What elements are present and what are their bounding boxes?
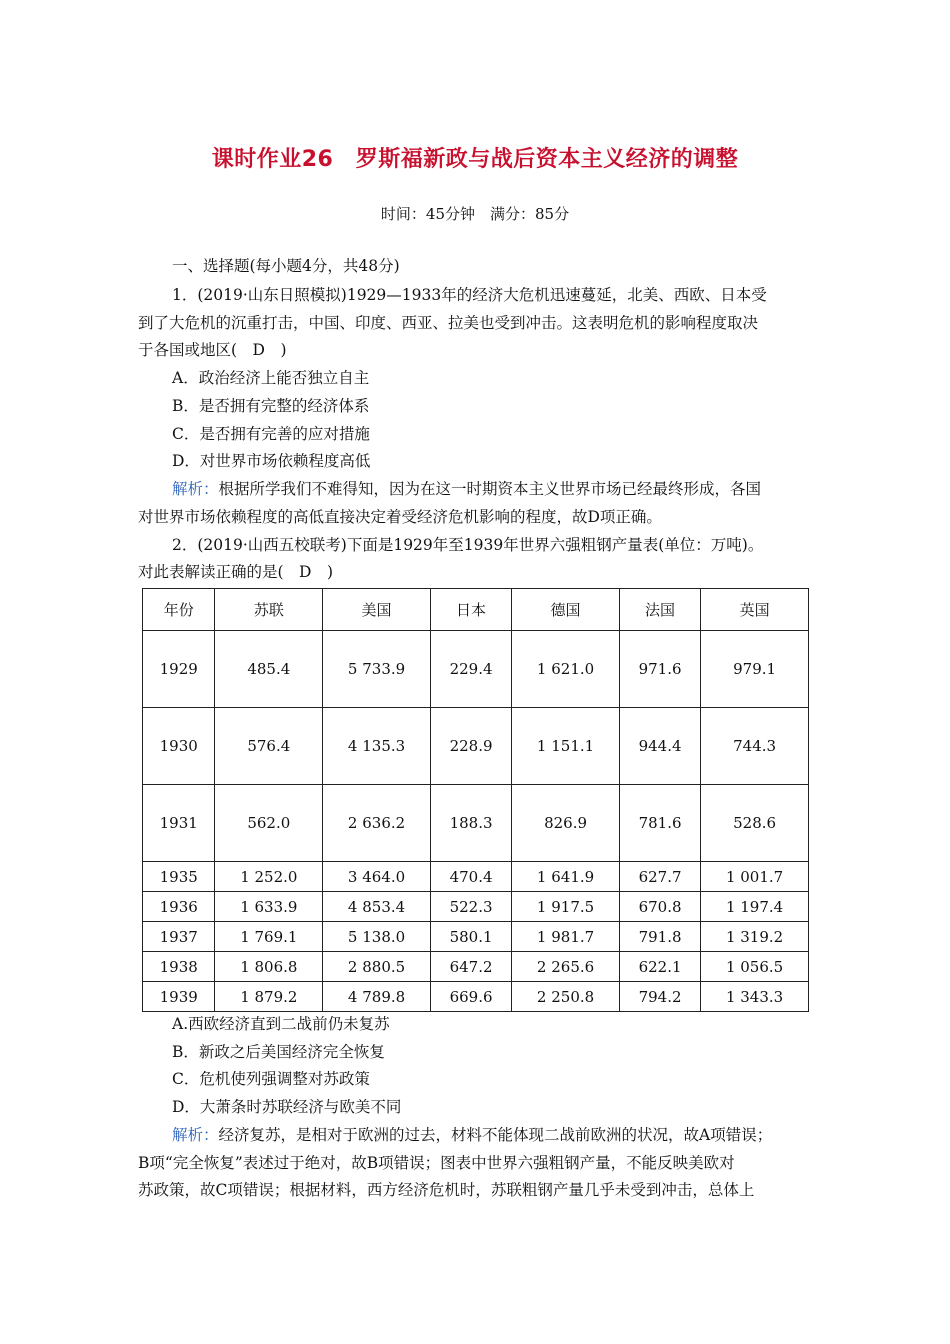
table-cell: 580.1 xyxy=(430,922,511,952)
section-heading: 一、选择题(每小题4分，共48分) xyxy=(172,257,400,275)
table-cell: 1 343.3 xyxy=(701,982,809,1012)
table-cell: 188.3 xyxy=(430,785,511,862)
table-cell: 1938 xyxy=(143,952,215,982)
q1-stem-line3: 于各国或地区( D ) xyxy=(138,341,287,359)
q1-option-b: B．是否拥有完整的经济体系 xyxy=(172,397,370,415)
steel-output-table xyxy=(142,588,809,1012)
table-cell: 1 806.8 xyxy=(215,952,323,982)
table-cell: 4 789.8 xyxy=(323,982,431,1012)
table-cell: 1 197.4 xyxy=(701,892,809,922)
q2-stem-line1: 2．(2019·山西五校联考)下面是1929年至1939年世界六强粗钢产量表(单位：万吨)。 xyxy=(172,536,764,554)
analysis-label: 解析： xyxy=(172,480,219,498)
table-cell: 2 250.8 xyxy=(512,982,620,1012)
table-cell: 670.8 xyxy=(619,892,700,922)
q2-analysis-line3: 苏政策，故C项错误；根据材料，西方经济危机时，苏联粗钢产量几乎未受到冲击，总体上 xyxy=(138,1181,755,1199)
table-header-cell: 年份 xyxy=(143,589,215,631)
table-cell: 1 056.5 xyxy=(701,952,809,982)
table-row xyxy=(143,862,809,892)
table-cell: 3 464.0 xyxy=(323,862,431,892)
table-cell: 627.7 xyxy=(619,862,700,892)
q1-option-a: A．政治经济上能否独立自主 xyxy=(172,369,370,387)
table-cell: 1929 xyxy=(143,631,215,708)
table-cell: 1 981.7 xyxy=(512,922,620,952)
table-cell: 1 879.2 xyxy=(215,982,323,1012)
table-header-cell: 苏联 xyxy=(215,589,323,631)
table-cell: 2 880.5 xyxy=(323,952,431,982)
q2-option-c: C．危机使列强调整对苏政策 xyxy=(172,1070,370,1088)
table-header-cell: 英国 xyxy=(701,589,809,631)
time-score-info: 时间：45分钟 满分：85分 xyxy=(380,205,570,223)
table-cell: 2 636.2 xyxy=(323,785,431,862)
table-header-row xyxy=(143,589,809,631)
table-cell: 944.4 xyxy=(619,708,700,785)
table-cell: 791.8 xyxy=(619,922,700,952)
q2-stem-line2: 对此表解读正确的是( D ) xyxy=(138,563,334,581)
table-cell: 1936 xyxy=(143,892,215,922)
analysis-text: 经济复苏，是相对于欧洲的过去，材料不能体现二战前欧洲的状况，故A项错误； xyxy=(218,1126,773,1144)
table-cell: 647.2 xyxy=(430,952,511,982)
table-cell: 794.2 xyxy=(619,982,700,1012)
analysis-label: 解析： xyxy=(172,1126,219,1144)
table-cell: 1937 xyxy=(143,922,215,952)
table-cell: 485.4 xyxy=(215,631,323,708)
q2-option-b: B．新政之后美国经济完全恢复 xyxy=(172,1043,385,1061)
table-row xyxy=(143,785,809,862)
q1-analysis-line1 xyxy=(172,479,761,499)
table-row xyxy=(143,922,809,952)
table-cell: 1939 xyxy=(143,982,215,1012)
table-cell: 522.3 xyxy=(430,892,511,922)
q2-analysis-line2: B项“完全恢复”表述过于绝对，故B项错误；图表中世界六强粗钢产量，不能反映美欧对 xyxy=(138,1154,735,1172)
q2-option-d: D．大萧条时苏联经济与欧美不同 xyxy=(172,1098,402,1116)
q1-option-c: C．是否拥有完善的应对措施 xyxy=(172,425,370,443)
table-cell: 744.3 xyxy=(701,708,809,785)
table-cell: 781.6 xyxy=(619,785,700,862)
table-cell: 1930 xyxy=(143,708,215,785)
q2-option-a: A.西欧经济直到二战前仍未复苏 xyxy=(172,1015,390,1033)
table-cell: 576.4 xyxy=(215,708,323,785)
table-cell: 528.6 xyxy=(701,785,809,862)
table-row xyxy=(143,708,809,785)
table-cell: 1 001.7 xyxy=(701,862,809,892)
table-cell: 1 621.0 xyxy=(512,631,620,708)
q2-analysis-line1 xyxy=(172,1125,772,1145)
analysis-text: 根据所学我们不难得知，因为在这一时期资本主义世界市场已经最终形成，各国 xyxy=(218,480,762,498)
q1-analysis-line2: 对世界市场依赖程度的高低直接决定着受经济危机影响的程度，故D项正确。 xyxy=(138,508,662,526)
table-cell: 228.9 xyxy=(430,708,511,785)
table-cell: 562.0 xyxy=(215,785,323,862)
table-row xyxy=(143,952,809,982)
table-cell: 229.4 xyxy=(430,631,511,708)
table-cell: 1 252.0 xyxy=(215,862,323,892)
table-cell: 5 733.9 xyxy=(323,631,431,708)
table-cell: 622.1 xyxy=(619,952,700,982)
table-cell: 1 917.5 xyxy=(512,892,620,922)
table-cell: 971.6 xyxy=(619,631,700,708)
table-cell: 1 769.1 xyxy=(215,922,323,952)
table-cell: 826.9 xyxy=(512,785,620,862)
table-cell: 1 633.9 xyxy=(215,892,323,922)
table-cell: 979.1 xyxy=(701,631,809,708)
table-cell: 4 135.3 xyxy=(323,708,431,785)
table-cell: 470.4 xyxy=(430,862,511,892)
table-cell: 1935 xyxy=(143,862,215,892)
q1-stem-line2: 到了大危机的沉重打击，中国、印度、西亚、拉美也受到冲击。这表明危机的影响程度取决 xyxy=(138,314,759,332)
table-header-cell: 美国 xyxy=(323,589,431,631)
page-title: 课时作业26 罗斯福新政与战后资本主义经济的调整 xyxy=(211,147,739,172)
table-row xyxy=(143,631,809,708)
table-cell: 1 641.9 xyxy=(512,862,620,892)
table-cell: 4 853.4 xyxy=(323,892,431,922)
table-row xyxy=(143,892,809,922)
table-cell: 669.6 xyxy=(430,982,511,1012)
q1-stem-line1: 1．(2019·山东日照模拟)1929—1933年的经济大危机迅速蔓延，北美、西欧、日本受 xyxy=(172,286,767,304)
table-header-cell: 德国 xyxy=(512,589,620,631)
table-cell: 5 138.0 xyxy=(323,922,431,952)
table-cell: 1 151.1 xyxy=(512,708,620,785)
table-cell: 1 319.2 xyxy=(701,922,809,952)
table-cell: 2 265.6 xyxy=(512,952,620,982)
table-cell: 1931 xyxy=(143,785,215,862)
table-header-cell: 日本 xyxy=(430,589,511,631)
table-row xyxy=(143,982,809,1012)
q1-option-d: D．对世界市场依赖程度高低 xyxy=(172,452,371,470)
table-header-cell: 法国 xyxy=(619,589,700,631)
